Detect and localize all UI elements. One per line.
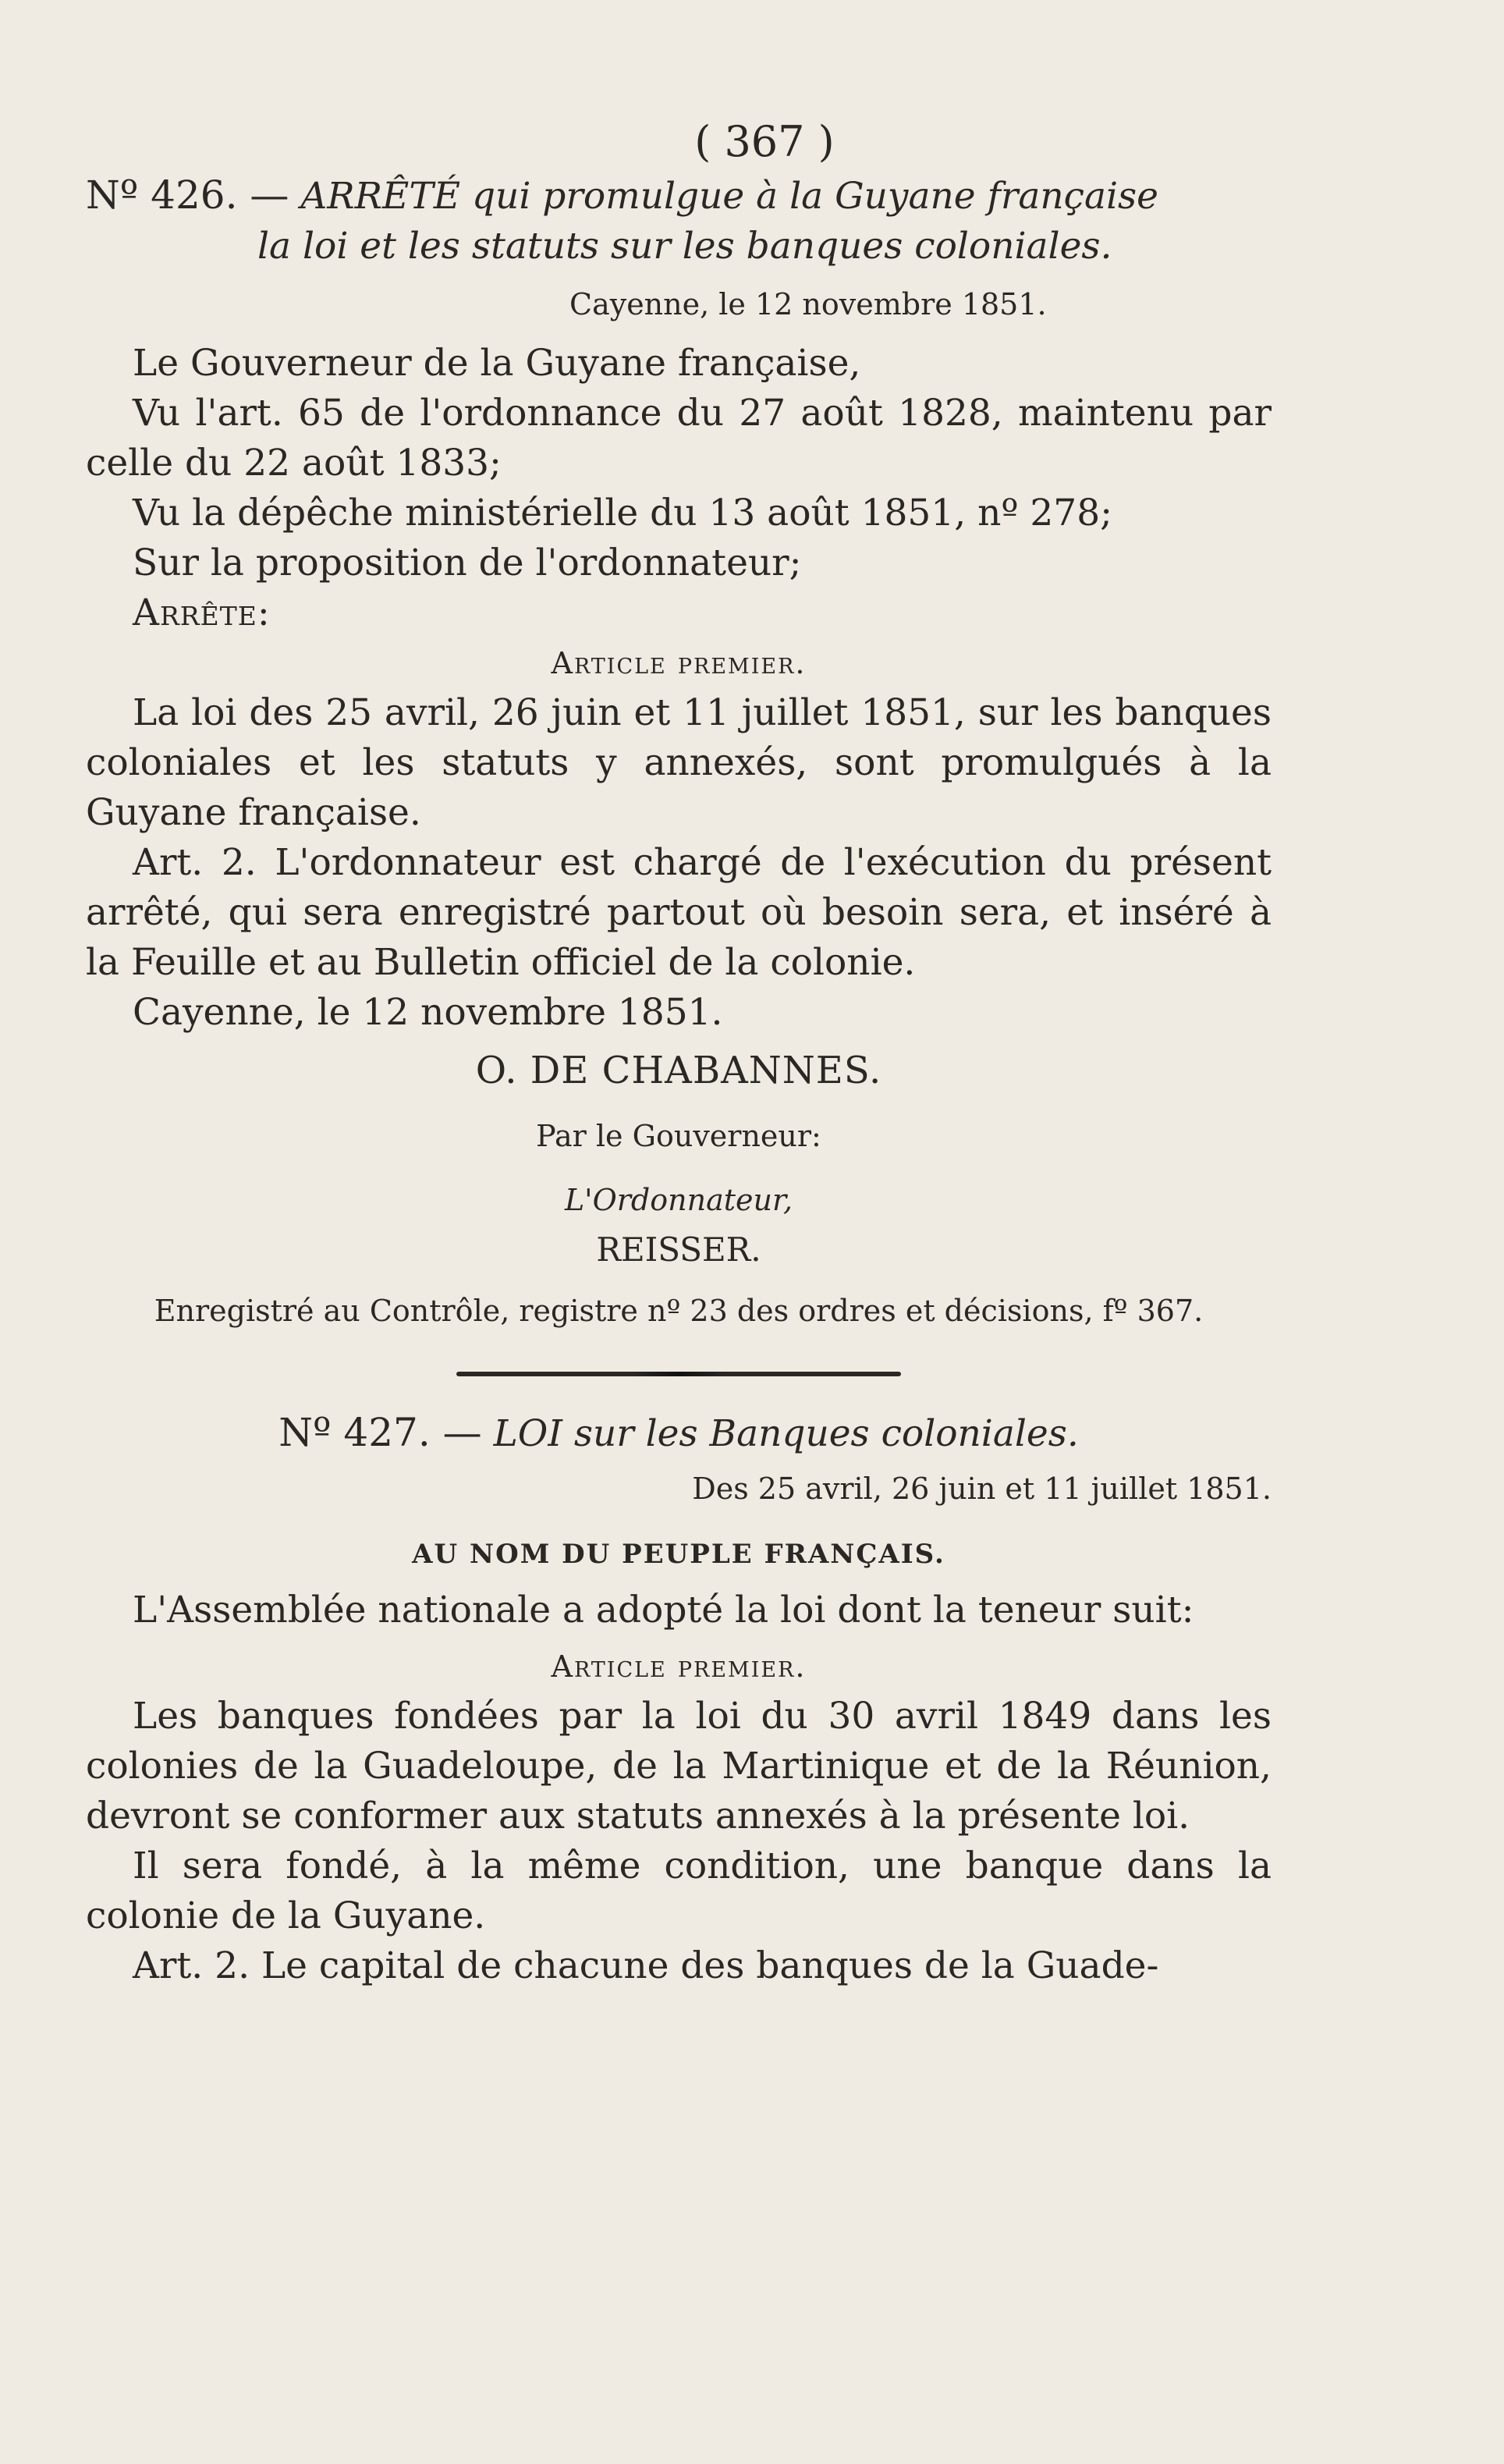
- loi-date: Des 25 avril, 26 juin et 11 juillet 1851.: [692, 1472, 1272, 1506]
- loi-assemblee: L'Assemblée nationale a adopté la loi dont la teneur suit:: [133, 1589, 1194, 1631]
- loi-article-1a: Les banques fondées par la loi du 30 avril 1849 dans les colonies de la Guadeloupe, de la Martinique et de la Réunion, devront se conformer aux statuts annexés à la présente loi.: [86, 1695, 1272, 1837]
- registration-note: Enregistré au Contrôle, registre nº 23 des ordres et décisions, fº 367.: [154, 1294, 1204, 1328]
- arrete-date: Cayenne, le 12 novembre 1851.: [569, 287, 1047, 321]
- section-divider: [456, 1372, 901, 1376]
- arrete-article-1: La loi des 25 avril, 26 juin et 11 juillet 1851, sur les banques coloniales et les statuts y annexés, sont promulgués à la Guyane française.: [86, 691, 1272, 834]
- arrete-line-1: Le Gouverneur de la Guyane française,: [133, 342, 861, 385]
- loi-article-premier-heading: Article premier.: [551, 1649, 807, 1684]
- loi-preamble: AU NOM DU PEUPLE FRANÇAIS.: [412, 1539, 945, 1570]
- arrete-line-5: Arrête:: [133, 591, 271, 634]
- arrete-title-1: ARRÊTÉ qui promulgue à la Guyane française: [300, 175, 1158, 218]
- arrete-heading: [86, 170, 1272, 222]
- loi-article-2: Art. 2. Le capital de chacune des banques de la Guade-: [133, 1944, 1159, 1987]
- ordonnateur-name: REISSER.: [596, 1230, 761, 1269]
- loi-heading: [86, 1408, 1272, 1459]
- loi-article-1b: Il sera fondé, à la même condition, une banque dans la colonie de la Guyane.: [86, 1844, 1272, 1937]
- arrete-line-4: Sur la proposition de l'ordonnateur;: [133, 541, 802, 584]
- arrete-article-2: Art. 2. L'ordonnateur est chargé de l'exécution du présent arrêté, qui sera enregistré partout où besoin sera, et inséré à la Feuille et au Bulletin officiel de la colonie.: [86, 841, 1272, 984]
- arrete-title-2: la loi et les statuts sur les banques coloniales.: [257, 225, 1112, 268]
- arrete-number: Nº 426. —: [86, 172, 289, 218]
- arrete-closing-date: Cayenne, le 12 novembre 1851.: [133, 991, 723, 1034]
- arrete-line-3: Vu la dépêche ministérielle du 13 août 1851, nº 278;: [133, 492, 1112, 534]
- signature-governor: O. DE CHABANNES.: [475, 1049, 882, 1092]
- loi-title: LOI sur les Banques coloniales.: [493, 1412, 1079, 1455]
- loi-number: Nº 427. —: [278, 1410, 482, 1455]
- document-page: [86, 117, 1272, 1991]
- arrete-line-2: Vu l'art. 65 de l'ordonnance du 27 août 1828, maintenu par celle du 22 août 1833;: [86, 392, 1272, 485]
- ordonnateur-title: L'Ordonnateur,: [564, 1183, 793, 1217]
- par-le-gouverneur: Par le Gouverneur:: [536, 1119, 821, 1153]
- arrete-article-premier-heading: Article premier.: [551, 646, 807, 680]
- page-number: ( 367 ): [694, 117, 835, 166]
